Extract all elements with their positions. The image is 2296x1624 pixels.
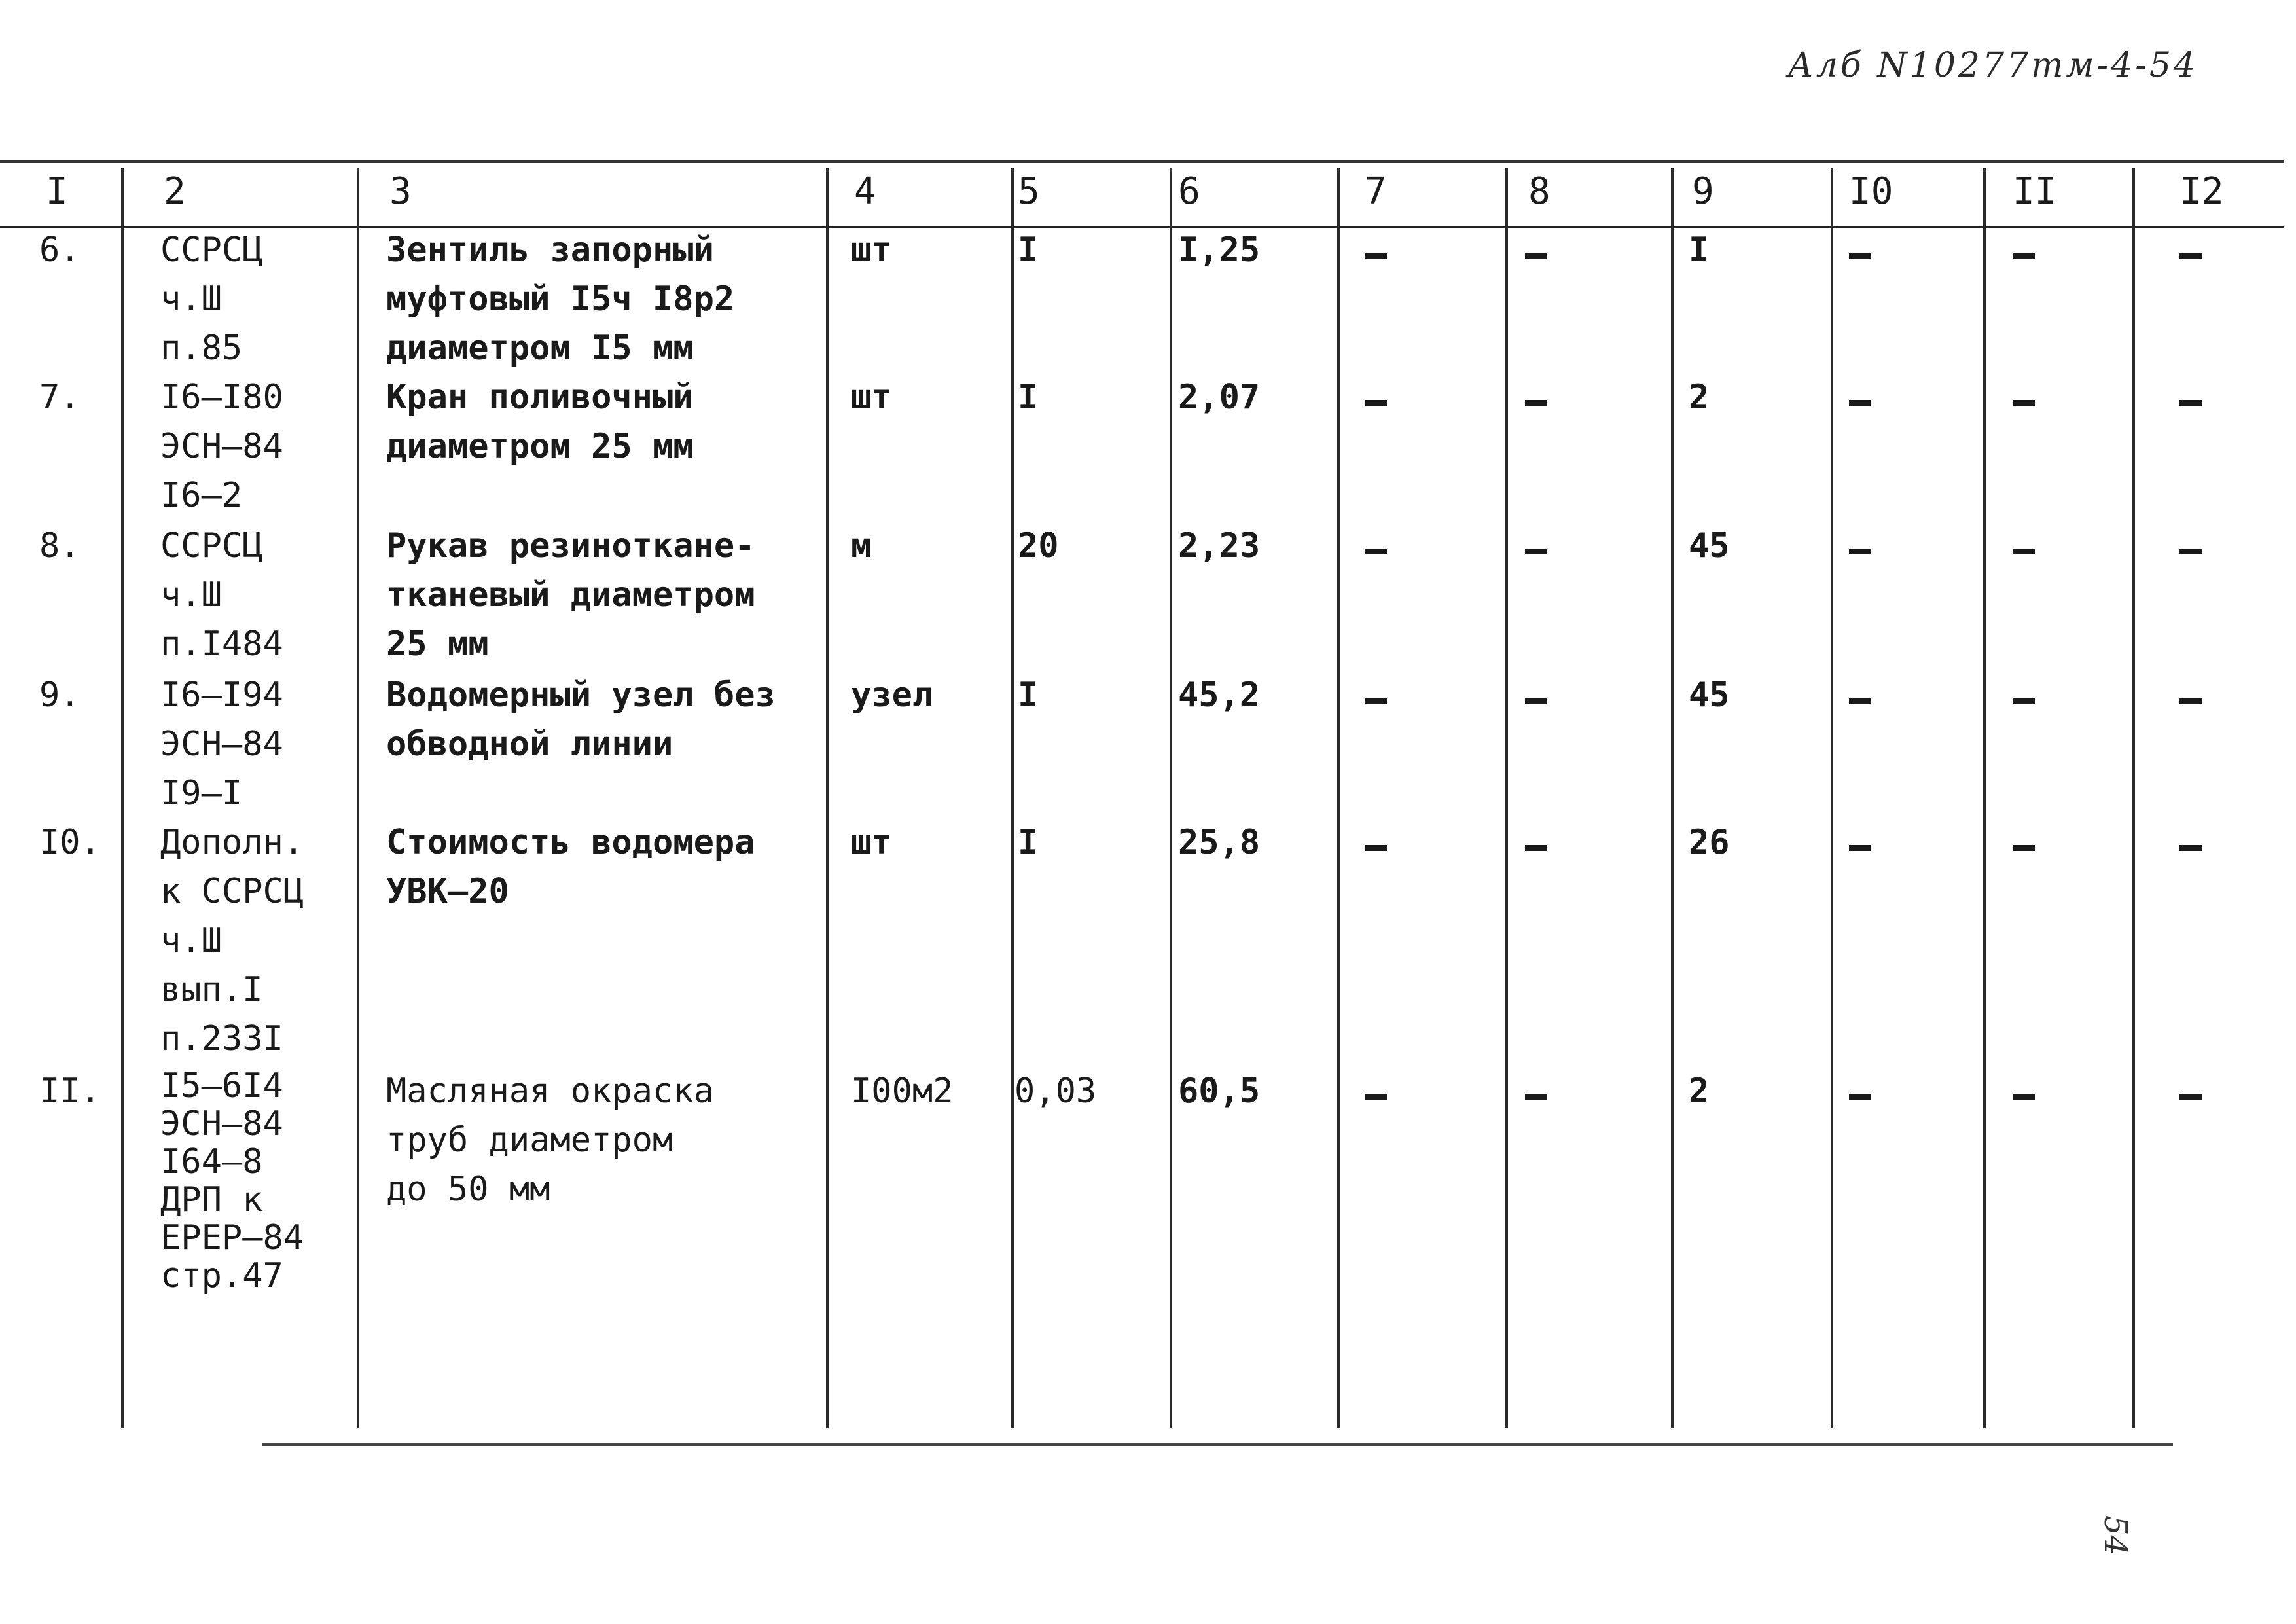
empty-cell-dash <box>1525 845 1547 851</box>
empty-cell-dash <box>2179 549 2202 554</box>
row-unit: I00м2 <box>851 1072 954 1111</box>
empty-cell-dash <box>2179 253 2202 259</box>
row-unit: узел <box>851 676 933 715</box>
empty-cell-dash <box>1849 253 1871 259</box>
column-divider <box>1011 168 1014 1428</box>
row-unit: шт <box>851 230 892 270</box>
row-reference: ССРСЦ ч.Ш п.85 <box>160 230 263 368</box>
row-reference: I5–6I4 ЭСН–84 I64–8 ДРП к ЕРЕР–84 стр.47 <box>160 1066 304 1295</box>
column-divider <box>1671 168 1674 1428</box>
row-quantity: I <box>1018 230 1039 270</box>
row-price: I,25 <box>1178 230 1261 270</box>
empty-cell-dash <box>1525 698 1547 704</box>
column-divider <box>2132 168 2135 1428</box>
row-unit: шт <box>851 378 892 417</box>
row-description: Стоимость водомера УВК–20 <box>386 823 755 911</box>
row-reference: I6–I80 ЭСН–84 I6–2 <box>160 378 283 515</box>
header-col-8: 8 <box>1528 170 1551 213</box>
empty-cell-dash <box>1849 698 1871 704</box>
empty-cell-dash <box>1525 1094 1547 1100</box>
row-description: Кран поливочный диаметром 25 мм <box>386 378 694 466</box>
row-number: I0. <box>39 823 101 862</box>
row-description: Зентиль запорный муфтовый I5ч I8р2 диаметром I5 мм <box>386 230 735 368</box>
empty-cell-dash <box>1525 549 1547 554</box>
empty-cell-dash <box>2179 1094 2202 1100</box>
header-col-4: 4 <box>854 170 876 213</box>
empty-cell-dash <box>1365 845 1387 851</box>
row-number: 7. <box>39 378 81 417</box>
row-description: Масляная окраска труб диаметром до 50 мм <box>386 1072 714 1209</box>
page-margin-number: 54 <box>2097 1515 2134 1556</box>
column-divider <box>1831 168 1833 1428</box>
empty-cell-dash <box>2179 845 2202 851</box>
empty-cell-dash <box>1525 253 1547 259</box>
empty-cell-dash <box>1365 549 1387 554</box>
column-divider <box>1170 168 1172 1428</box>
row-quantity: I <box>1018 378 1039 417</box>
empty-cell-dash <box>1849 1094 1871 1100</box>
empty-cell-dash <box>2179 698 2202 704</box>
header-bottom-rule <box>0 226 2284 228</box>
row-number: 9. <box>39 676 81 715</box>
header-col-12: I2 <box>2179 170 2224 213</box>
column-divider <box>826 168 829 1428</box>
row-col9-value: 45 <box>1689 526 1730 566</box>
empty-cell-dash <box>2179 400 2202 406</box>
row-col9-value: I <box>1689 230 1710 270</box>
header-col-6: 6 <box>1178 170 1200 213</box>
empty-cell-dash <box>1365 1094 1387 1100</box>
row-quantity: I <box>1018 676 1039 715</box>
row-quantity: 0,03 <box>1014 1072 1097 1111</box>
empty-cell-dash <box>1365 698 1387 704</box>
table-top-rule <box>0 160 2284 163</box>
row-price: 2,07 <box>1178 378 1261 417</box>
row-unit: м <box>851 526 872 566</box>
row-reference: Дополн. к ССРСЦ ч.Ш вып.I п.233I <box>160 823 304 1058</box>
header-col-7: 7 <box>1365 170 1387 213</box>
header-col-9: 9 <box>1692 170 1714 213</box>
row-price: 2,23 <box>1178 526 1261 566</box>
row-price: 60,5 <box>1178 1072 1261 1111</box>
header-col-1: I <box>46 170 68 213</box>
row-reference: ССРСЦ ч.Ш п.I484 <box>160 526 283 664</box>
document-stamp: Алб N10277тм-4-54 <box>1787 46 2198 85</box>
row-unit: шт <box>851 823 892 862</box>
row-col9-value: 2 <box>1689 1072 1710 1111</box>
row-col9-value: 45 <box>1689 676 1730 715</box>
empty-cell-dash <box>2013 845 2035 851</box>
empty-cell-dash <box>1525 400 1547 406</box>
empty-cell-dash <box>1849 400 1871 406</box>
row-description: Водомерный узел без обводной линии <box>386 676 776 764</box>
row-quantity: 20 <box>1018 526 1059 566</box>
empty-cell-dash <box>2013 549 2035 554</box>
column-divider <box>357 168 359 1428</box>
empty-cell-dash <box>1365 253 1387 259</box>
empty-cell-dash <box>1849 549 1871 554</box>
header-col-11: II <box>2013 170 2057 213</box>
empty-cell-dash <box>2013 400 2035 406</box>
empty-cell-dash <box>1849 845 1871 851</box>
empty-cell-dash <box>2013 1094 2035 1100</box>
header-col-10: I0 <box>1849 170 1893 213</box>
row-quantity: I <box>1018 823 1039 862</box>
header-col-2: 2 <box>164 170 186 213</box>
row-price: 25,8 <box>1178 823 1261 862</box>
header-col-3: 3 <box>389 170 412 213</box>
row-number: 8. <box>39 526 81 566</box>
column-divider <box>1337 168 1340 1428</box>
empty-cell-dash <box>2013 253 2035 259</box>
header-col-5: 5 <box>1018 170 1040 213</box>
empty-cell-dash <box>2013 698 2035 704</box>
table-bottom-rule <box>262 1443 2173 1446</box>
row-description: Рукав резиноткане- тканевый диаметром 25 мм <box>386 526 755 664</box>
row-number: II. <box>39 1072 101 1111</box>
column-divider <box>1505 168 1508 1428</box>
column-divider <box>1983 168 1986 1428</box>
row-col9-value: 26 <box>1689 823 1730 862</box>
empty-cell-dash <box>1365 400 1387 406</box>
row-reference: I6–I94 ЭСН–84 I9–I <box>160 676 283 813</box>
row-price: 45,2 <box>1178 676 1261 715</box>
column-divider <box>121 168 124 1428</box>
row-number: 6. <box>39 230 81 270</box>
row-col9-value: 2 <box>1689 378 1710 417</box>
